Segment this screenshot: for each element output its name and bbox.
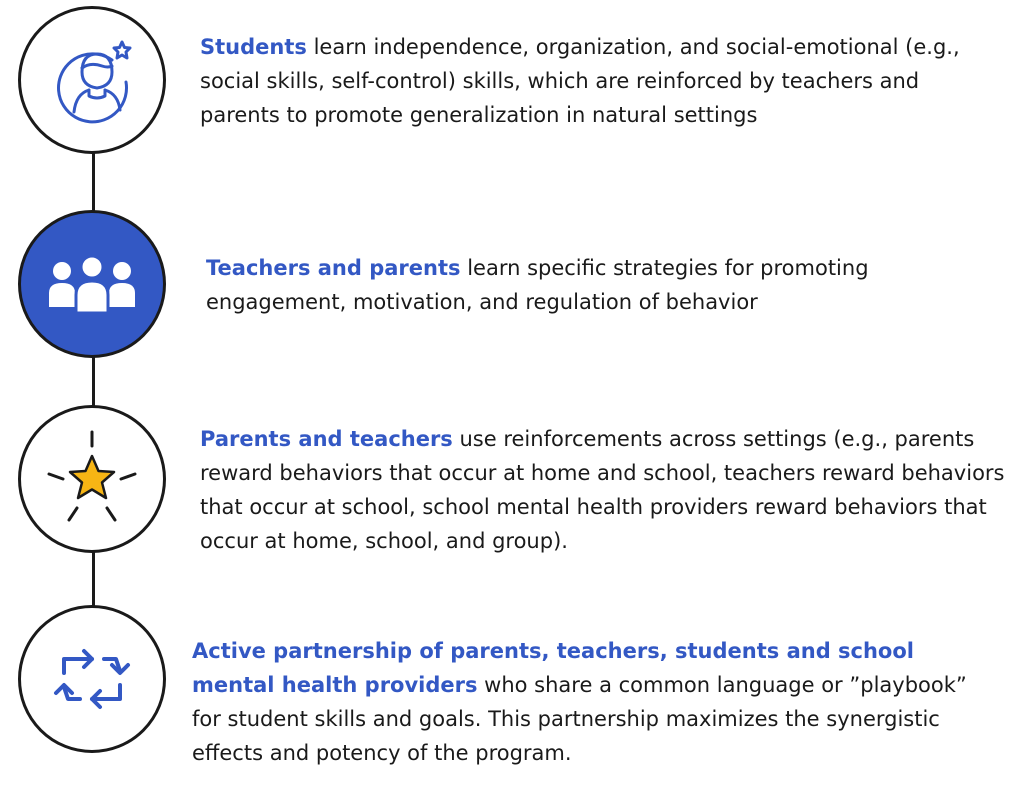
step-circle-partnership (18, 605, 166, 753)
step-highlight: Parents and teachers (200, 427, 453, 451)
step-body: who share a common language or ”playbook” for student skills and goals. This partnership maximizes the synergistic effects and potency of the program. (192, 673, 967, 765)
cycle-arrows-icon (42, 629, 142, 729)
step-body: use reinforcements across settings (e.g., parents reward behaviors that occur at home and school, teachers reward behaviors that occur at school, school mental health providers reward behaviors that occur at home, school, and group). (200, 427, 1005, 553)
student-star-icon (42, 30, 142, 130)
step-body: learn independence, organization, and social-emotional (e.g., social skills, self-control) skills, which are reinforced by teachers and parents to promote generalization in natural settings (200, 35, 960, 127)
step-circle-reinforcement (18, 405, 166, 553)
step-circle-students (18, 6, 166, 154)
step-text-students (200, 30, 1000, 132)
step-text-teachers-parents (206, 251, 966, 319)
step-highlight: Teachers and parents (206, 256, 461, 280)
group-of-people-icon (37, 249, 147, 319)
step-highlight: Active partnership of parents, teachers, students and school mental health providers (192, 639, 914, 697)
step-text-partnership (192, 634, 1002, 770)
shining-star-icon (37, 424, 147, 534)
step-text-reinforcement (200, 422, 1010, 558)
step-highlight: Students (200, 35, 307, 59)
step-body: learn specific strategies for promoting engagement, motivation, and regulation of behavior (206, 256, 869, 314)
step-circle-teachers-parents (18, 210, 166, 358)
